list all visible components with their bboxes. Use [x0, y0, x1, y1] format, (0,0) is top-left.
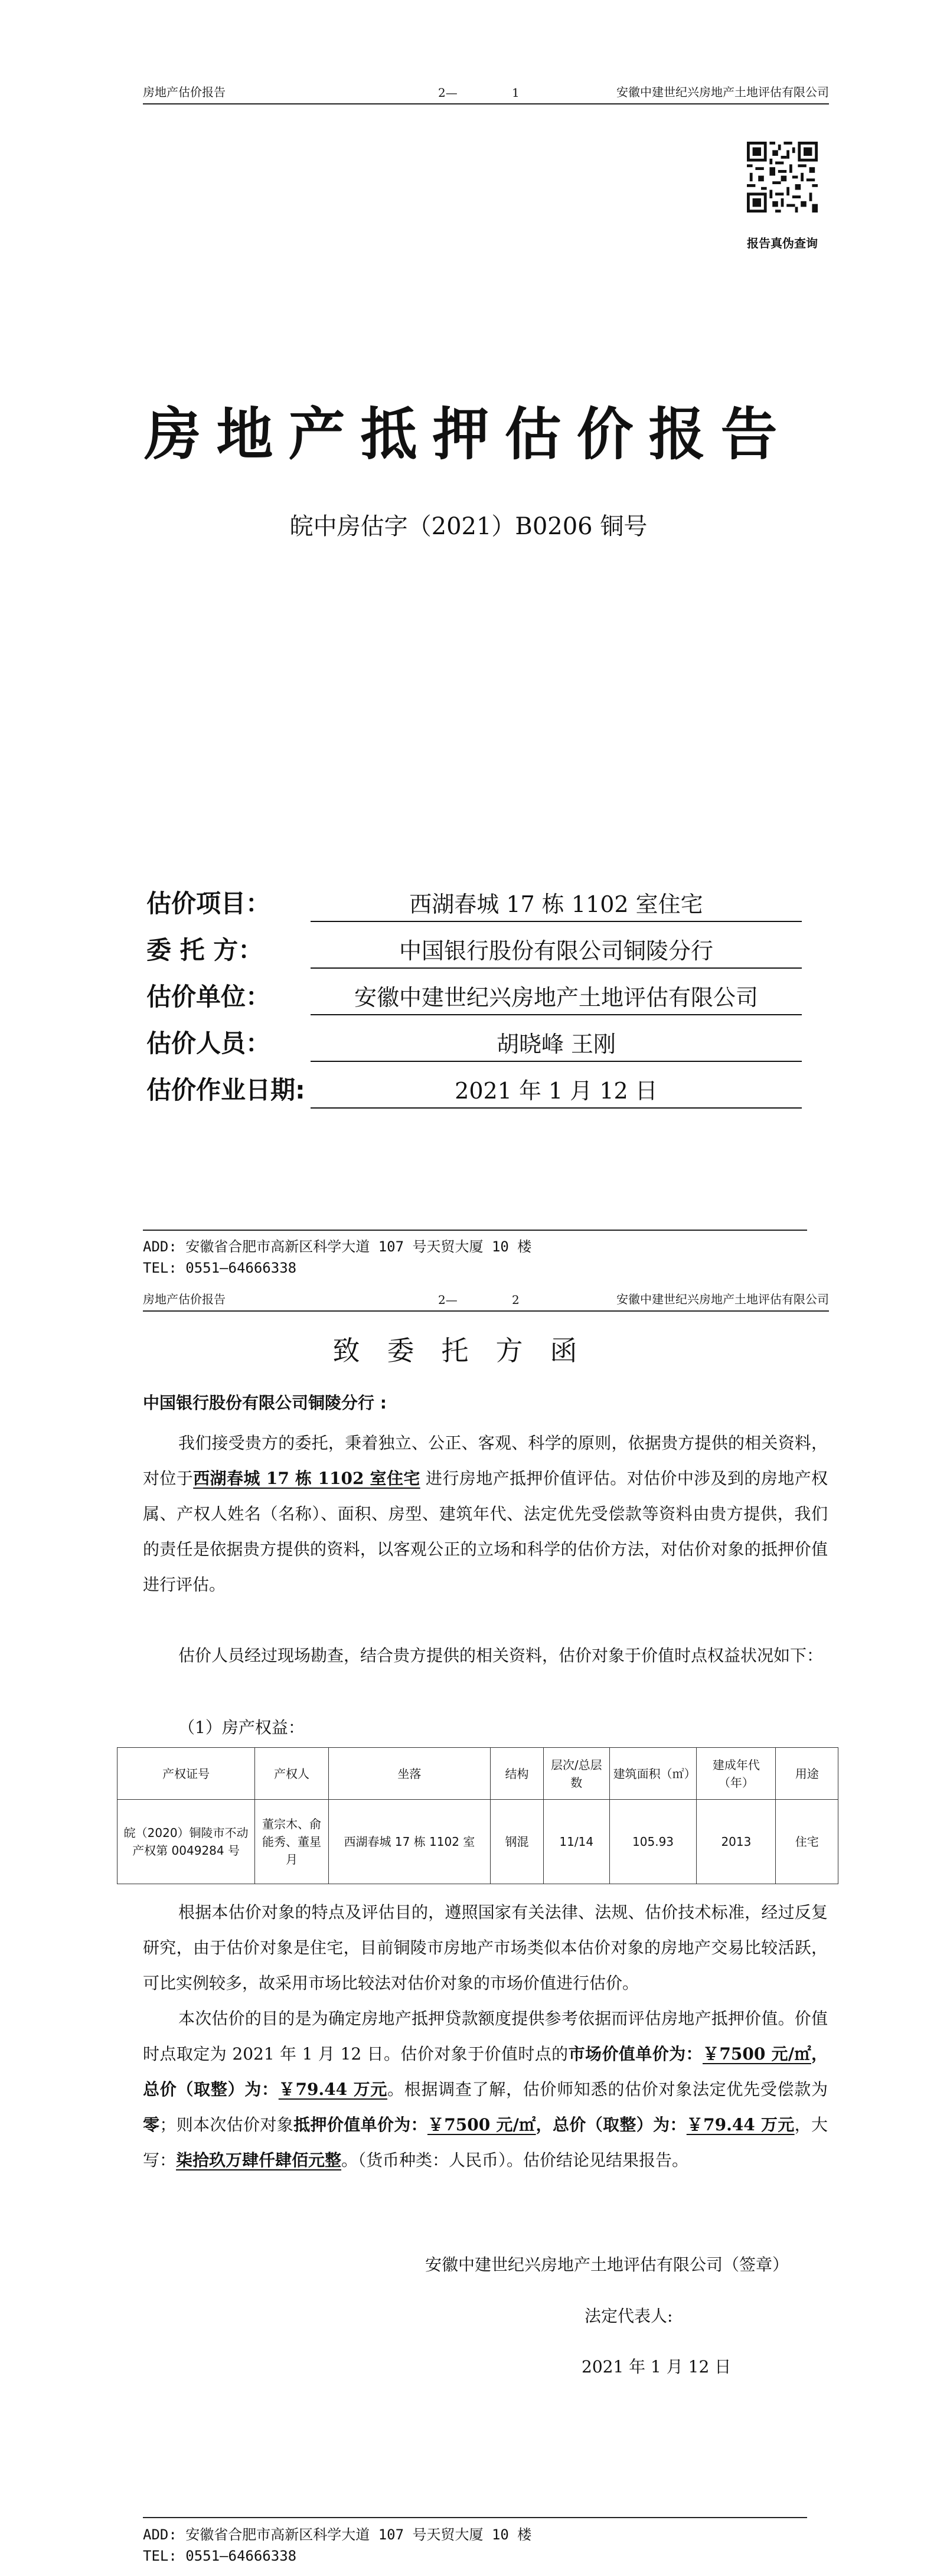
- cover-page: [0, 0, 937, 1287]
- mortgage-total-price: ￥79.44 万元: [686, 2115, 795, 2134]
- header-right-text: 安徽中建世纪兴房地产土地评估有限公司: [616, 1292, 829, 1306]
- subject-property: 西湖春城 17 栋 1102 室住宅: [193, 1469, 420, 1488]
- table-cell: 2013: [697, 1800, 776, 1884]
- text-span: 本次估价的目的是为确定房地产抵押贷款额度提供参考依据而评估房地产抵押价值。价值时点取定为 2021 年 1 月 12 日。估价对象于价值时点的: [143, 2009, 828, 2064]
- header-left-text: 房地产估价报告: [143, 85, 226, 99]
- table-cell: 11/14: [543, 1800, 609, 1884]
- running-header: [143, 80, 829, 104]
- paragraph-conclusion: [143, 2001, 828, 2178]
- table-header-cell: 用途: [776, 1748, 838, 1800]
- footer-tel: TEL: 0551—64666338: [143, 2548, 297, 2564]
- signature-date: 2021 年 1 月 12 日: [582, 2357, 732, 2376]
- field-label: 估价作业日期:: [146, 1075, 305, 1104]
- field-label: 估价人员：: [146, 1029, 271, 1058]
- text-span: 。（货币种类：人民币）。估价结论见结果报告。: [341, 2150, 689, 2170]
- field-appraisers: [146, 1024, 802, 1062]
- field-label: 委 托 方：: [146, 936, 263, 965]
- header-page-number: 1: [512, 86, 520, 100]
- text-span: ，大写：: [143, 2115, 828, 2170]
- header-right-text: 安徽中建世纪兴房地产土地评估有限公司: [616, 85, 829, 99]
- header-page-prefix: 2—: [438, 86, 458, 100]
- table-cell: 钢混: [491, 1800, 544, 1884]
- paragraph-engagement: [143, 1426, 828, 1603]
- table-cell: 董宗木、俞能秀、董星月: [255, 1800, 329, 1884]
- market-unit-price: ￥7500 元/㎡: [702, 2044, 811, 2064]
- text-span: 我们接受贵方的委托，秉着独立、公正、客观、科学的原则，依据贵方提供的相关资料，对位于: [143, 1433, 828, 1488]
- table-header-cell: 结构: [491, 1748, 544, 1800]
- bold-text: 抵押价值单价为：: [293, 2115, 427, 2134]
- bold-text: ，总价（取整）为：: [143, 2044, 828, 2099]
- market-total-price: ￥79.44 万元: [278, 2080, 388, 2099]
- field-label: 估价单位：: [146, 982, 271, 1011]
- bold-text: ，总价（取整）为：: [536, 2115, 687, 2134]
- priority-amount: 零: [143, 2115, 160, 2134]
- field-value: 2021 年 1 月 12 日: [311, 1074, 802, 1109]
- field-work-date: [146, 1071, 802, 1109]
- table-header-cell: 坐落: [328, 1748, 490, 1800]
- field-value: 中国银行股份有限公司铜陵分行: [311, 934, 802, 969]
- amount-in-words: 柒拾玖万肆仟肆佰元整: [176, 2150, 342, 2170]
- table-cell: 105.93: [609, 1800, 697, 1884]
- qr-code-icon[interactable]: [747, 142, 818, 213]
- running-header: [143, 1287, 829, 1312]
- table-cell: 皖（2020）铜陵市不动产权第 0049284 号: [117, 1800, 255, 1884]
- footer-tel: TEL: 0551—64666338: [143, 1260, 297, 1276]
- mortgage-unit-price: ￥7500 元/㎡: [427, 2115, 536, 2134]
- table-row: [117, 1800, 838, 1884]
- signature-company: 安徽中建世纪兴房地产土地评估有限公司（签章）: [425, 2255, 789, 2274]
- field-appraiser-org: [146, 978, 802, 1015]
- table-header-cell: 建筑面积（㎡）: [609, 1748, 697, 1800]
- letter-title: 致委托方函: [332, 1335, 605, 1367]
- table-cell: 西湖春城 17 栋 1102 室: [328, 1800, 490, 1884]
- field-project: [146, 884, 802, 922]
- footer-divider: [143, 2517, 807, 2518]
- paragraph-inspection: 估价人员经过现场勘查，结合贵方提供的相关资料，估价对象于价值时点权益状况如下：: [178, 1646, 824, 1665]
- table-header-cell: 层次/总层数: [543, 1748, 609, 1800]
- qr-caption: 报告真伪查询: [747, 236, 818, 250]
- addressee: 中国银行股份有限公司铜陵分行 :: [143, 1393, 387, 1413]
- bold-text: 市场价值单价为：: [568, 2044, 703, 2064]
- text-span: 进行房地产抵押价值评估。对估价中涉及到的房地产权属、产权人姓名（名称）、面积、房型、建筑年代、法定优先受偿款等资料由贵方提供，我们的责任是依据贵方提供的资料，以客观公正的立场和科学的估价方法，对估价对象的抵押价值进行评估。: [143, 1469, 828, 1594]
- table-cell: 住宅: [776, 1800, 838, 1884]
- text-span: ；则本次估价对象: [159, 2115, 294, 2134]
- table-header-cell: 产权证号: [117, 1748, 255, 1800]
- signature-legal-rep: 法定代表人:: [585, 2306, 673, 2326]
- table-header-row: [117, 1748, 838, 1800]
- paragraph-method: 根据本估价对象的特点及评估目的，遵照国家有关法律、法规、估价技术标准，经过反复研究，由于估价对象是住宅，目前铜陵市房地产市场类似本估价对象的房地产交易比较活跃，可比实例较多，故采用市场比较法对估价对象的市场价值进行估价。: [143, 1902, 828, 1993]
- header-left-text: 房地产估价报告: [143, 1292, 226, 1306]
- report-title: 房地产抵押估价报告: [144, 401, 793, 468]
- field-label: 估价项目：: [146, 889, 271, 918]
- table-header-cell: 产权人: [255, 1748, 329, 1800]
- field-value: 安徽中建世纪兴房地产土地评估有限公司: [311, 981, 802, 1015]
- property-rights-table: [117, 1747, 838, 1884]
- field-value: 西湖春城 17 栋 1102 室住宅: [311, 888, 802, 922]
- footer-divider: [143, 1230, 807, 1231]
- report-number: 皖中房估字（2021）B0206 铜号: [289, 513, 648, 540]
- footer-address: ADD: 安徽省合肥市高新区科学大道 107 号天贸大厦 10 楼: [143, 2526, 532, 2543]
- field-client: [146, 931, 802, 969]
- rights-heading: （1）房产权益：: [178, 1718, 305, 1737]
- letter-page: [0, 1287, 937, 2576]
- footer-address: ADD: 安徽省合肥市高新区科学大道 107 号天贸大厦 10 楼: [143, 1238, 532, 1255]
- text-span: 。根据调查了解，估价师知悉的估价对象法定优先受偿款为: [387, 2080, 828, 2099]
- header-page-number: 2: [512, 1293, 520, 1307]
- table-header-cell: 建成年代（年）: [697, 1748, 776, 1800]
- header-page-prefix: 2—: [438, 1293, 458, 1307]
- field-value: 胡晓峰 王刚: [311, 1028, 802, 1062]
